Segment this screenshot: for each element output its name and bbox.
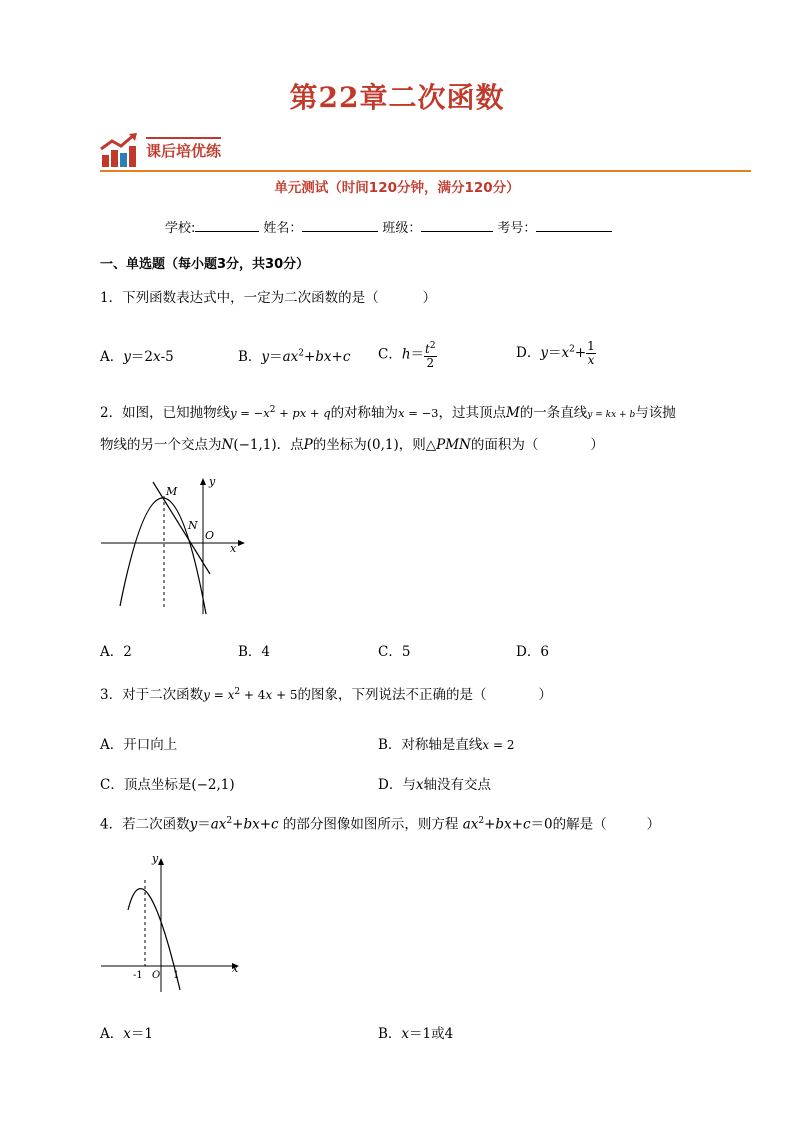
label-one: 1 [173, 970, 180, 981]
section-title: 一、单选题（每小题3分，共30分） [100, 257, 310, 272]
label-o: O [205, 529, 215, 542]
exam-no-blank[interactable] [536, 219, 612, 232]
question-2-graph [98, 476, 258, 616]
label-minus-1: -1 [133, 970, 143, 981]
class-blank[interactable] [421, 219, 493, 232]
label-y: y [152, 852, 159, 865]
line-mn [153, 482, 210, 574]
question-3-option-b: B．对称轴是直线x = 2 [378, 737, 515, 753]
student-info-row [165, 217, 616, 236]
label-n: N [188, 519, 198, 532]
bar-chart-icon [100, 133, 140, 169]
question-1-option-d: D．$y=x^2+$ $\frac{1}{x}$ [516, 339, 595, 367]
name-blank[interactable] [302, 219, 378, 232]
school-label: 学校: [165, 221, 196, 236]
exam-no-label: 考号： [497, 221, 537, 236]
y-axis-arrow-icon [158, 858, 164, 865]
question-1-option-a: A．y＝2x-5 [100, 349, 174, 365]
label-o: O [152, 970, 161, 981]
question-4-option-b: B．x＝1或4 [378, 1026, 454, 1042]
label-m: M [166, 485, 178, 498]
header-divider [100, 170, 751, 172]
y-axis-arrow-icon [200, 478, 206, 485]
question-4-stem: 4．若二次函数$y=ax^2+bx+c$ 的部分图像如图所示，则方程 $ax^2+bx+c=0$的解是（ ） [100, 816, 661, 833]
test-subtitle: 单元测试（时间120分钟，满分120分） [274, 180, 520, 196]
question-2-option-a: A．2 [100, 644, 132, 660]
school-blank[interactable] [195, 219, 259, 232]
brand-logo [100, 133, 260, 171]
question-2-line-1: 2．如图，已知抛物线$y = -x^2$ + px + q的对称轴为x = −3，过其顶点M的一条直线y = kx + b与该抛 [100, 405, 676, 421]
name-label: 姓名： [263, 221, 303, 236]
question-2-option-c: C．5 [378, 644, 411, 660]
question-4-graph [98, 850, 248, 1000]
question-2-option-d: D．6 [516, 644, 549, 660]
question-3-option-a: A．开口向上 [100, 737, 178, 753]
question-1-option-c: C．h＝ $\frac{t^2}{2}$ [378, 341, 436, 370]
question-2-option-b: B．4 [238, 644, 271, 660]
question-1-option-b: B．$y=ax^2+bx+c$ [238, 348, 351, 365]
x-axis-arrow-icon [238, 540, 245, 546]
question-3-stem: 3．对于二次函数$y = x^2 + 4x + 5$的图象，下列说法不正确的是（ ） [100, 687, 553, 703]
brand-label: 课后培优练 [146, 137, 221, 161]
class-label: 班级： [382, 221, 422, 236]
page-title: 第22章二次函数 [289, 81, 505, 114]
label-y: y [209, 475, 216, 488]
parabola [120, 498, 206, 614]
label-x: x [230, 542, 237, 555]
question-2-line-2: 物线的另一个交点为N(−1,1)．点P的坐标为(0,1)，则△PMN的面积为（ ） [100, 437, 604, 453]
question-4-option-a: A．x＝1 [100, 1026, 153, 1042]
question-1-stem: 1．下列函数表达式中，一定为二次函数的是（ ） [100, 290, 437, 306]
label-x: x [232, 962, 239, 975]
question-3-option-d: D．与x轴没有交点 [378, 777, 491, 793]
question-3-option-c: C．顶点坐标是(−2,1) [100, 777, 235, 793]
